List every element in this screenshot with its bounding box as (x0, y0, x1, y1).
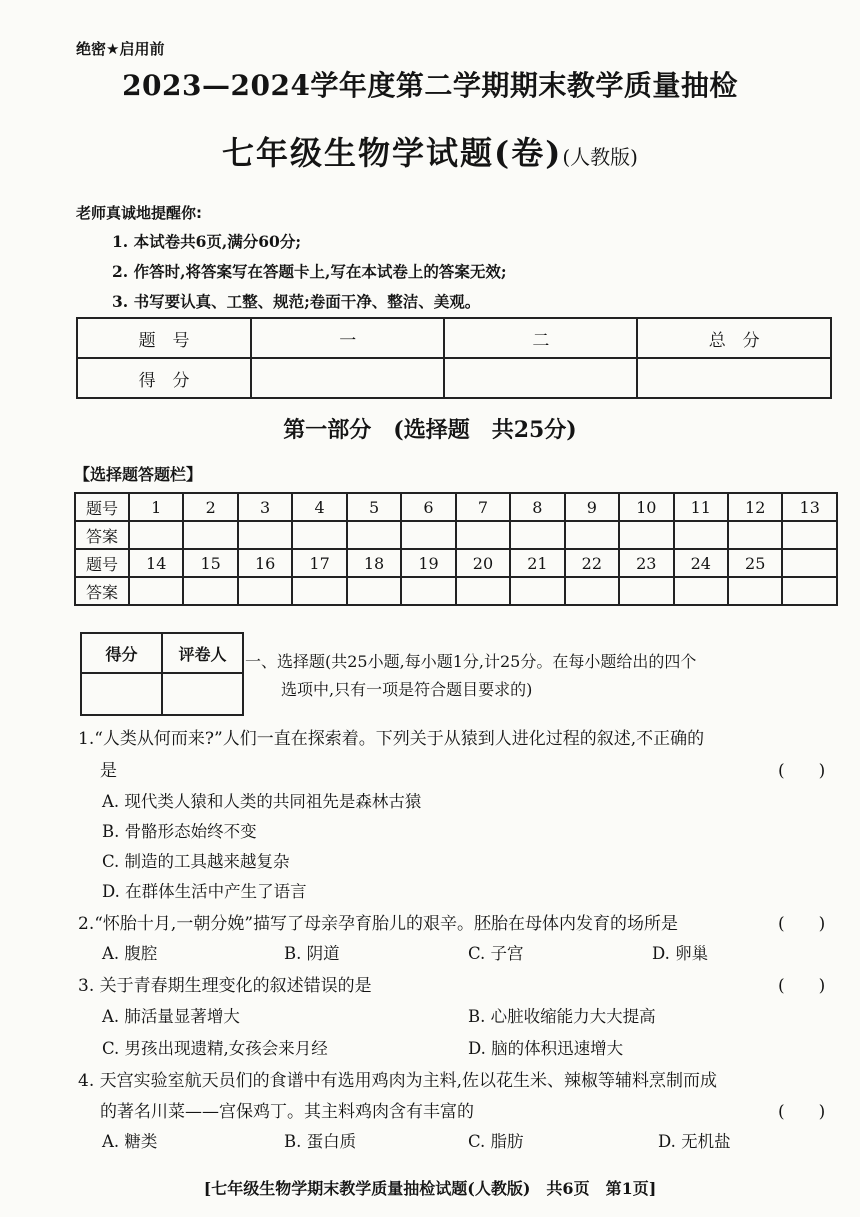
option-b: B. 骨骼形态始终不变 (102, 822, 257, 841)
grid-answer-cell[interactable] (456, 521, 510, 549)
grid-question-number: 2 (183, 493, 237, 521)
option-b: B. 阴道 (284, 944, 340, 963)
grid-num-label: 题号 (75, 549, 129, 577)
question-4-text: 4. 天宫实验室航天员们的食谱中有选用鸡肉为主料,佐以花生米、辣椒等辅料烹制而成 (78, 1071, 718, 1091)
grid-answer-cell[interactable] (674, 521, 728, 549)
exam-subtitle (0, 128, 860, 174)
grid-answer-cell[interactable] (510, 577, 564, 605)
grid-question-number: 13 (782, 493, 837, 521)
grid-answer-cell[interactable] (619, 577, 673, 605)
grid-answer-cell[interactable] (129, 577, 183, 605)
grid-answer-cell[interactable] (401, 521, 455, 549)
question-3-text: 3. 关于青春期生理变化的叙述错误的是 (78, 976, 372, 996)
option-d: D. 脑的体积迅速增大 (468, 1039, 624, 1058)
question-1-text: 1.“人类从何而来?”人们一直在探索着。下列关于从猿到人进化过程的叙述,不正确的 (78, 729, 705, 749)
grid-answer-cell[interactable] (347, 577, 401, 605)
grid-question-number: 9 (565, 493, 619, 521)
grid-answer-cell[interactable] (401, 577, 455, 605)
grid-question-number: 11 (674, 493, 728, 521)
grid-answer-cell[interactable] (782, 577, 837, 605)
grid-question-number: 23 (619, 549, 673, 577)
grid-question-number: 4 (292, 493, 346, 521)
grid-question-number: 15 (183, 549, 237, 577)
grid-answer-cell[interactable] (183, 521, 237, 549)
grid-answer-cell[interactable] (292, 521, 346, 549)
note-item: 1. 本试卷共6页,满分60分; (112, 232, 302, 251)
grid-ans-label: 答案 (75, 577, 129, 605)
subject-title: 七年级生物学试题(卷) (222, 134, 563, 172)
answer-paren: ( ) (778, 761, 826, 781)
grid-answer-cell[interactable] (456, 577, 510, 605)
note-item: 3. 书写要认真、工整、规范;卷面干净、整洁、美观。 (112, 292, 481, 311)
note-item: 2. 作答时,将答案写在答题卡上,写在本试卷上的答案无效; (112, 262, 507, 281)
grid-question-number: 24 (674, 549, 728, 577)
grid-question-number: 6 (401, 493, 455, 521)
notes-heading: 老师真诚地提醒你: (76, 204, 202, 222)
edition-label: (人教版) (562, 145, 638, 169)
grid-answer-cell[interactable] (238, 521, 292, 549)
grid-question-number: 21 (510, 549, 564, 577)
grid-answer-cell[interactable] (619, 521, 673, 549)
grid-answer-cell[interactable] (728, 521, 782, 549)
grid-question-number: 14 (129, 549, 183, 577)
grid-question-number: 17 (292, 549, 346, 577)
grid-question-number: 5 (347, 493, 401, 521)
option-c: C. 男孩出现遗精,女孩会来月经 (102, 1039, 328, 1058)
grid-question-number: 19 (401, 549, 455, 577)
score-header-cell: 总 分 (637, 318, 831, 358)
grid-answer-cell[interactable] (347, 521, 401, 549)
score-cell[interactable] (444, 358, 637, 398)
exam-title: 2023—2024学年度第二学期期末教学质量抽检 (122, 69, 738, 102)
grid-question-number: 1 (129, 493, 183, 521)
grid-answer-cell[interactable] (292, 577, 346, 605)
option-c: C. 脂肪 (468, 1132, 524, 1151)
question-2-text: 2.“怀胎十月,一朝分娩”描写了母亲孕育胎儿的艰辛。胚胎在母体内发育的场所是 (78, 914, 679, 934)
grader-box (80, 632, 244, 716)
option-a: A. 腹腔 (102, 944, 158, 963)
grid-answer-cell[interactable] (238, 577, 292, 605)
option-a: A. 现代类人猿和人类的共同祖先是森林古猿 (102, 792, 422, 811)
grid-ans-label: 答案 (75, 521, 129, 549)
score-cell[interactable] (637, 358, 831, 398)
page-footer: [七年级生物学期末教学质量抽检试题(人教版) 共6页 第1页] (203, 1179, 657, 1198)
option-d: D. 卵巢 (652, 944, 709, 963)
answer-paren: ( ) (778, 1102, 826, 1122)
grader-reviewer-label: 评卷人 (162, 633, 243, 673)
grid-answer-cell[interactable] (565, 521, 619, 549)
grader-score-label: 得分 (81, 633, 162, 673)
grid-answer-cell[interactable] (183, 577, 237, 605)
grid-num-label: 题号 (75, 493, 129, 521)
grid-answer-cell[interactable] (674, 577, 728, 605)
section-title: 第一部分 (选择题 共25分) (283, 417, 577, 443)
option-c: C. 制造的工具越来越复杂 (102, 852, 290, 871)
score-header-cell: 一 (251, 318, 444, 358)
instruction-line: 一、选择题(共25小题,每小题1分,计25分。在每小题给出的四个 (245, 652, 697, 671)
grid-question-number: 20 (456, 549, 510, 577)
option-d: D. 在群体生活中产生了语言 (102, 882, 307, 901)
grid-question-number: 25 (728, 549, 782, 577)
option-b: B. 蛋白质 (284, 1132, 357, 1151)
grid-answer-cell[interactable] (565, 577, 619, 605)
option-a: A. 肺活量显著增大 (102, 1007, 240, 1026)
score-table (76, 317, 832, 399)
grid-question-number: 18 (347, 549, 401, 577)
secret-mark: 绝密★启用前 (76, 40, 165, 58)
score-cell[interactable] (251, 358, 444, 398)
score-header-cell: 题 号 (77, 318, 251, 358)
score-header-cell: 二 (444, 318, 637, 358)
grid-question-number: 3 (238, 493, 292, 521)
grid-question-number (782, 549, 837, 577)
question-4-text-cont: 的著名川菜——宫保鸡丁。其主料鸡肉含有丰富的 (100, 1102, 474, 1122)
option-c: C. 子宫 (468, 944, 524, 963)
answer-grid-label: 【选择题答题栏】 (74, 465, 203, 484)
question-1-text-cont: 是 (100, 761, 117, 781)
answer-paren: ( ) (778, 976, 826, 996)
instruction-line: 选项中,只有一项是符合题目要求的) (281, 680, 533, 699)
grid-question-number: 8 (510, 493, 564, 521)
option-a: A. 糖类 (102, 1132, 158, 1151)
grader-score-cell[interactable] (81, 673, 162, 715)
grid-answer-cell[interactable] (129, 521, 183, 549)
grader-reviewer-cell[interactable] (162, 673, 243, 715)
grid-answer-cell[interactable] (782, 521, 837, 549)
answer-paren: ( ) (778, 914, 826, 934)
option-d: D. 无机盐 (658, 1132, 731, 1151)
grid-question-number: 22 (565, 549, 619, 577)
score-row-label: 得 分 (77, 358, 251, 398)
grid-question-number: 10 (619, 493, 673, 521)
grid-answer-cell[interactable] (510, 521, 564, 549)
instruction (245, 648, 845, 704)
grid-question-number: 7 (456, 493, 510, 521)
answer-grid (74, 492, 838, 606)
grid-question-number: 16 (238, 549, 292, 577)
grid-answer-cell[interactable] (728, 577, 782, 605)
option-b: B. 心脏收缩能力大大提高 (468, 1007, 656, 1026)
grid-question-number: 12 (728, 493, 782, 521)
